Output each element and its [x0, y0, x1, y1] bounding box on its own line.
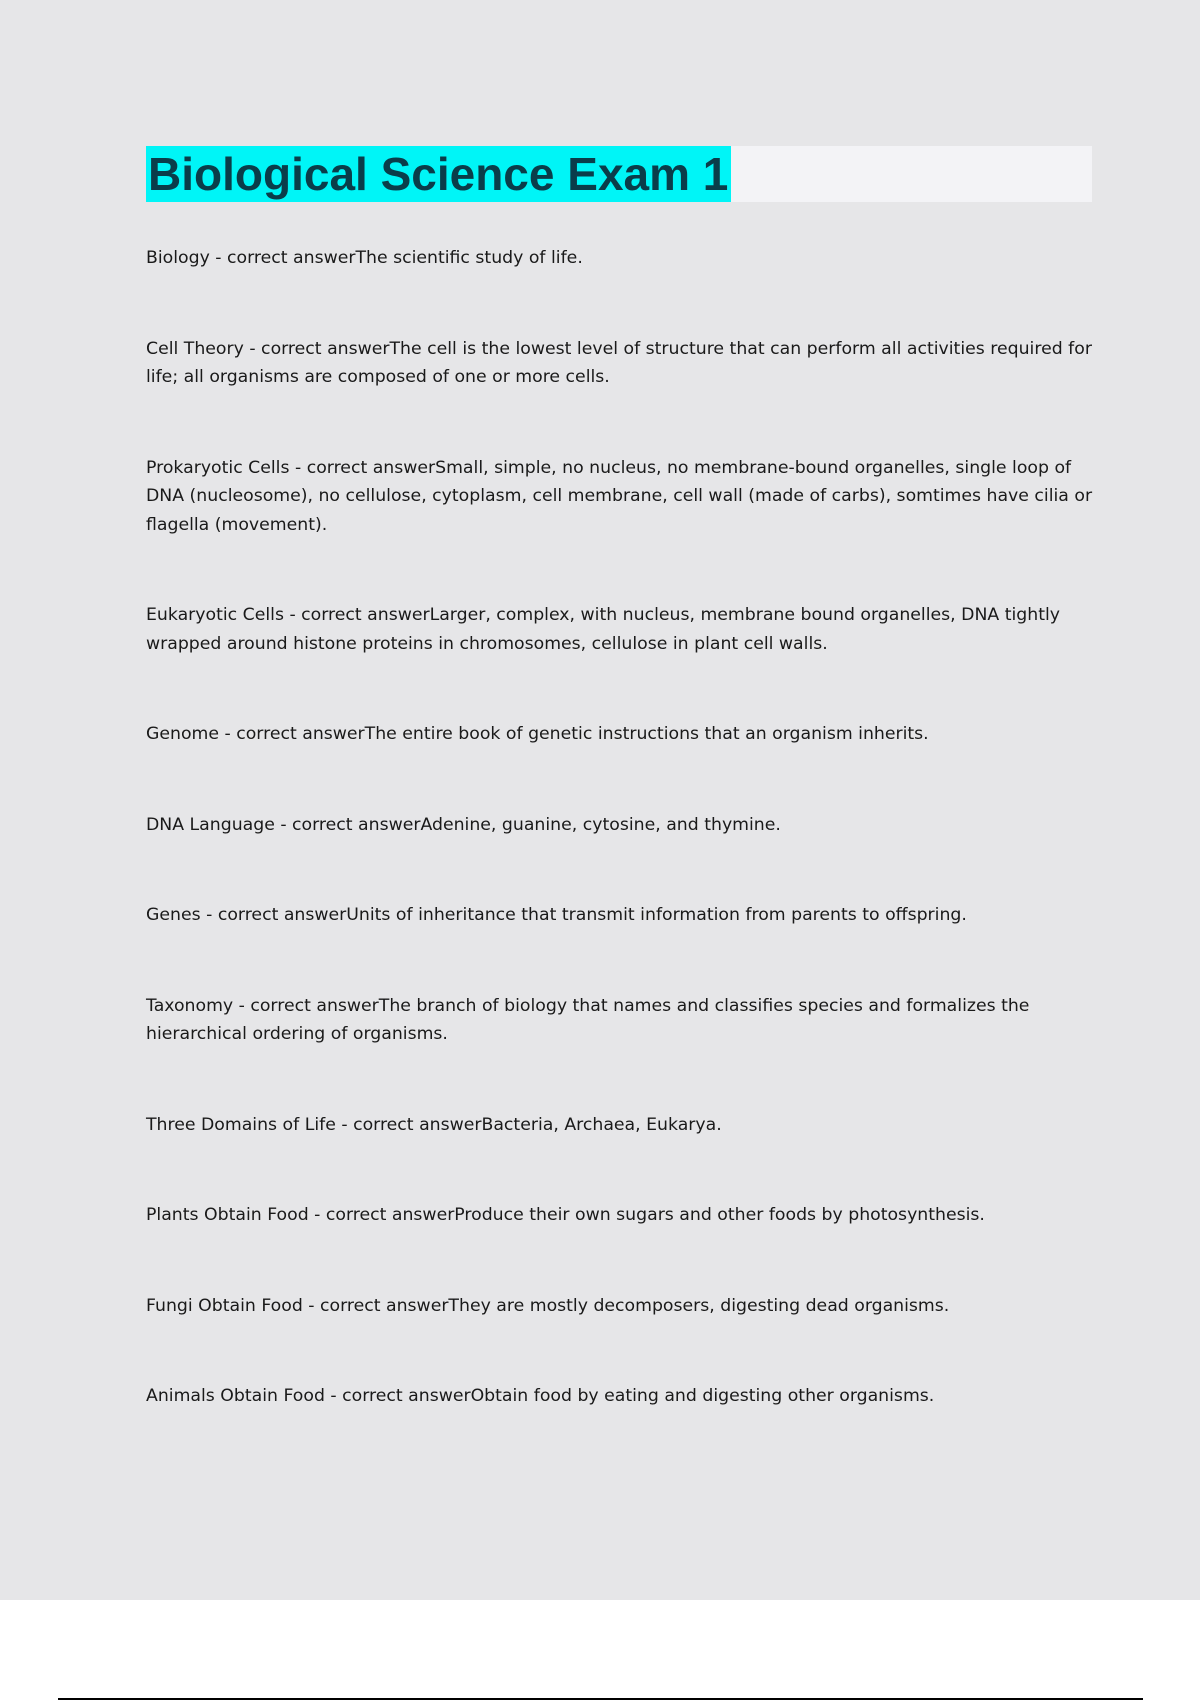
qa-list [146, 244, 1096, 1411]
qa-entry-cell-theory: Cell Theory - correct answerThe cell is the lowest level of structure that can perform all activities required for life; all organisms are composed of one or more cells. [146, 338, 1092, 387]
qa-entry-eukaryotic-cells: Eukaryotic Cells - correct answerLarger, complex, with nucleus, membrane bound organelles, DNA tightly wrapped around histone proteins in chromosomes, cellulose in plant cell walls. [146, 605, 1061, 654]
qa-entry-genome: Genome - correct answerThe entire book of genetic instructions that an organism inherits. [146, 724, 929, 744]
qa-entry-animals-food: Animals Obtain Food - correct answerObtain food by eating and digesting other organisms. [146, 1386, 935, 1406]
qa-entry-fungi-food: Fungi Obtain Food - correct answerThey are mostly decomposers, digesting dead organisms. [146, 1295, 950, 1316]
document-title: Biological Science Exam 1 [146, 146, 731, 202]
qa-entry-biology: Biology - correct answerThe scientific study of life. [146, 248, 583, 268]
qa-entry-dna-language: DNA Language - correct answerAdenine, guanine, cytosine, and thymine. [146, 814, 781, 835]
qa-entry-taxonomy: Taxonomy - correct answerThe branch of biology that names and classifies species and formalizes the hierarchical ordering of organisms. [146, 995, 1030, 1044]
qa-entry-prokaryotic-cells: Prokaryotic Cells - correct answerSmall, simple, no nucleus, no membrane-bound organelles, single loop of DNA (nucleosome), no cellulose, cytoplasm, cell membrane, cell wall (made of carbs), somtimes have cilia or flagella (movement). [146, 457, 1093, 535]
qa-entry-genes: Genes - correct answerUnits of inheritance that transmit information from parents to offspring. [146, 905, 967, 925]
qa-entry-three-domains: Three Domains of Life - correct answerBacteria, Archaea, Eukarya. [146, 1114, 722, 1135]
qa-entry-plants-food: Plants Obtain Food - correct answerProduce their own sugars and other foods by photosynthesis. [146, 1205, 985, 1225]
